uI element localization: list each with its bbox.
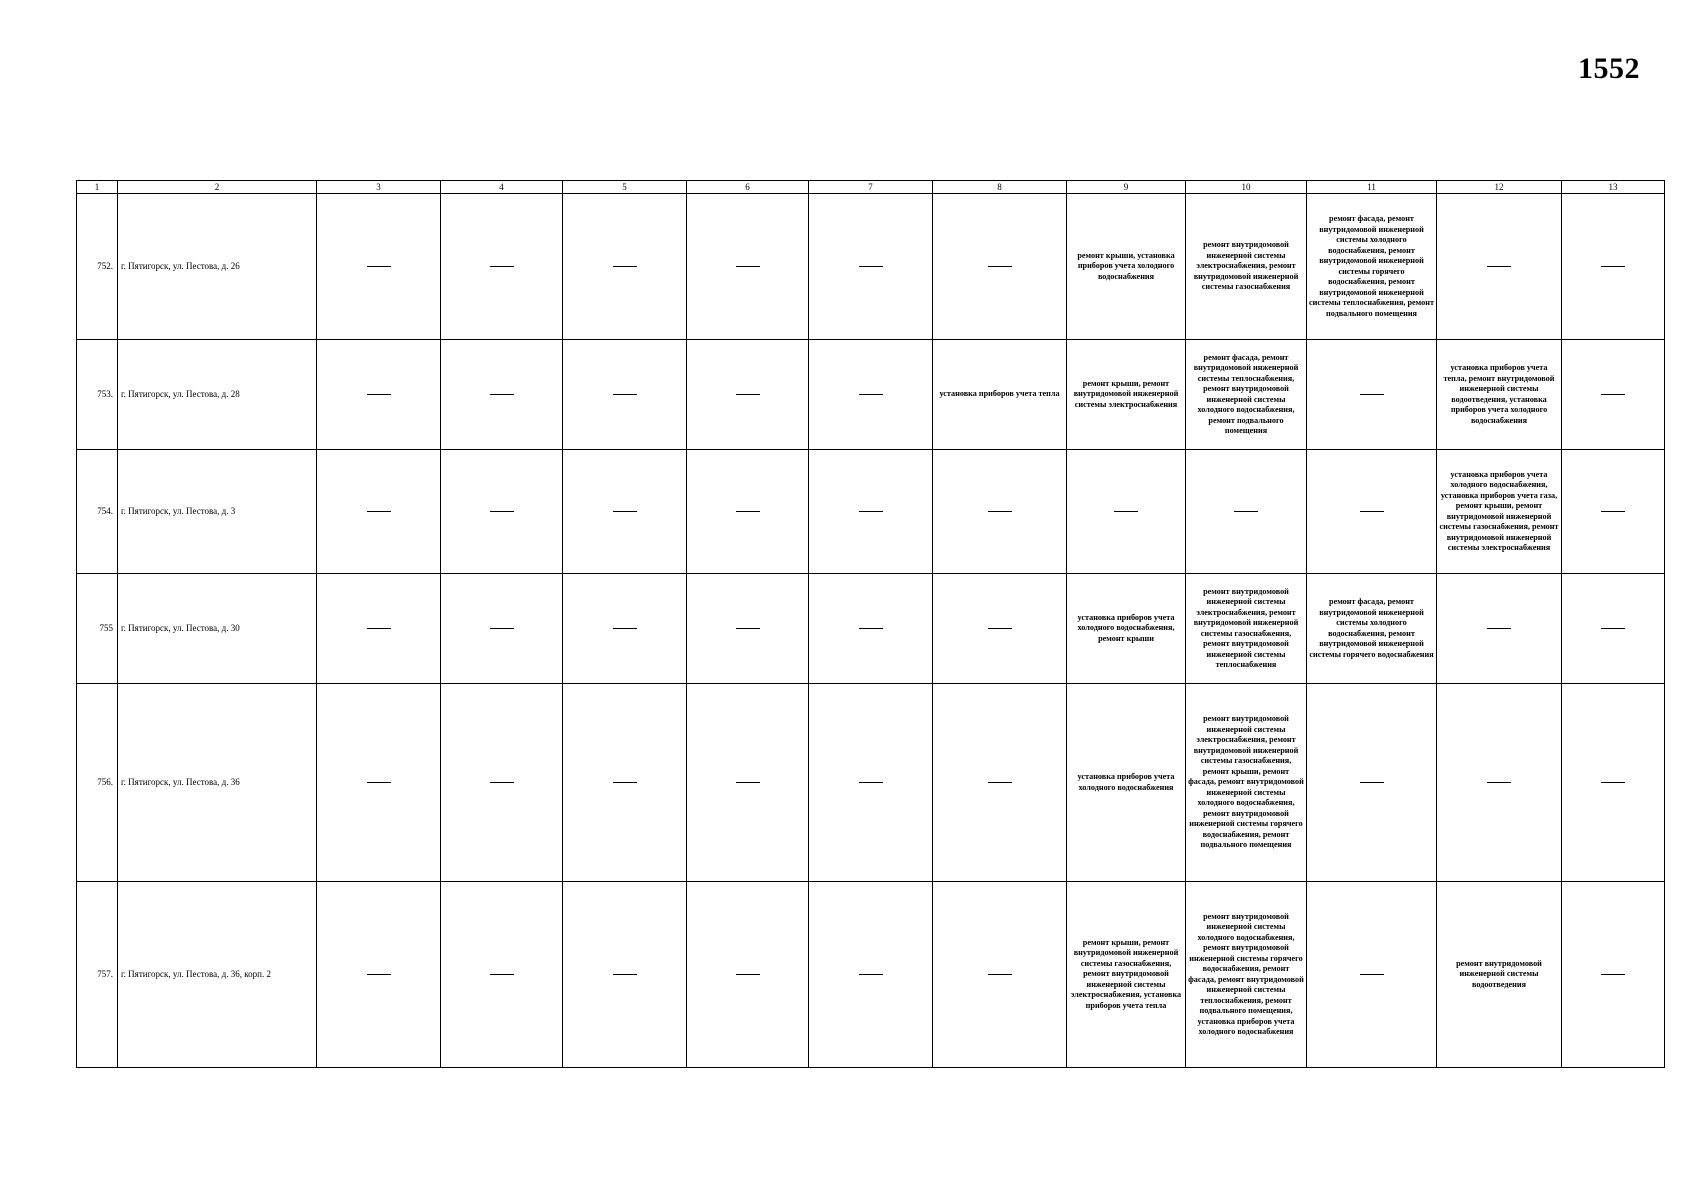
dash-mark: [367, 974, 391, 975]
work-description-cell: [1307, 194, 1437, 340]
empty-cell: [1562, 574, 1665, 684]
column-header: 7: [809, 181, 933, 194]
empty-cell: [1067, 450, 1186, 574]
column-header: 9: [1067, 181, 1186, 194]
work-description-cell: [1067, 574, 1186, 684]
work-description-cell: [1186, 684, 1307, 882]
dash-mark: [859, 511, 883, 512]
address-cell: г. Пятигорск, ул. Пестова, д. 36, корп. 2: [118, 882, 317, 1068]
work-description-cell: [933, 340, 1067, 450]
work-description: установка приборов учета холодного водоснабжения: [1077, 772, 1175, 792]
address-cell: г. Пятигорск, ул. Пестова, д. 28: [118, 340, 317, 450]
empty-cell: [441, 574, 563, 684]
work-description: установка приборов учета тепла, ремонт внутридомовой инженерной системы водоотведения, установка приборов учета холодного водоснабжения: [1443, 363, 1555, 425]
empty-cell: [441, 684, 563, 882]
table-row: [77, 194, 1665, 340]
work-description-cell: [1067, 194, 1186, 340]
empty-cell: [687, 194, 809, 340]
work-description: ремонт фасада, ремонт внутридомовой инженерной системы холодного водоснабжения, ремонт внутридомовой инженерной системы горячего водоснабжения, ремонт внутридомовой инженерной системы теплоснабжения, ремонт подвального помещения: [1309, 214, 1434, 318]
dash-mark: [490, 974, 514, 975]
dash-mark: [1360, 394, 1384, 395]
empty-cell: [441, 194, 563, 340]
empty-cell: [933, 450, 1067, 574]
work-description: установка приборов учета холодного водоснабжения, ремонт крыши: [1077, 612, 1175, 643]
work-description-cell: [1067, 882, 1186, 1068]
work-description-cell: [1437, 450, 1562, 574]
dash-mark: [1601, 511, 1625, 512]
row-number: 755: [77, 574, 118, 684]
address-cell: г. Пятигорск, ул. Пестова, д. 36: [118, 684, 317, 882]
empty-cell: [687, 340, 809, 450]
dash-mark: [859, 974, 883, 975]
dash-mark: [1234, 511, 1258, 512]
empty-cell: [317, 340, 441, 450]
dash-mark: [1601, 628, 1625, 629]
dash-mark: [367, 782, 391, 783]
empty-cell: [687, 684, 809, 882]
dash-mark: [736, 266, 760, 267]
dash-mark: [367, 394, 391, 395]
dash-mark: [1360, 974, 1384, 975]
table-row: [77, 450, 1665, 574]
empty-cell: [563, 340, 687, 450]
table-row: [77, 684, 1665, 882]
row-number: 756.: [77, 684, 118, 882]
dash-mark: [367, 628, 391, 629]
work-description: ремонт крыши, ремонт внутридомовой инженерной системы электроснабжения: [1073, 378, 1179, 409]
work-description-cell: [1307, 574, 1437, 684]
dash-mark: [1114, 511, 1138, 512]
row-number: 752.: [77, 194, 118, 340]
column-header: 13: [1562, 181, 1665, 194]
empty-cell: [563, 574, 687, 684]
empty-cell: [1562, 882, 1665, 1068]
dash-mark: [1601, 782, 1625, 783]
table-row: [77, 882, 1665, 1068]
empty-cell: [1437, 574, 1562, 684]
dash-mark: [490, 782, 514, 783]
work-description-cell: [1186, 882, 1307, 1068]
empty-cell: [563, 882, 687, 1068]
work-description: ремонт внутридомовой инженерной системы электроснабжения, ремонт внутридомовой инженерной системы газоснабжения, ремонт крыши, ремонт фасада, ремонт внутридомовой инженерной системы холодного водоснабжения, ремонт внутридомовой инженерной системы горячего водоснабжения, ремонт подвального помещения: [1188, 714, 1304, 850]
empty-cell: [1562, 194, 1665, 340]
dash-mark: [367, 511, 391, 512]
empty-cell: [441, 882, 563, 1068]
dash-mark: [613, 266, 637, 267]
dash-mark: [736, 974, 760, 975]
empty-cell: [563, 194, 687, 340]
dash-mark: [988, 511, 1012, 512]
dash-mark: [490, 394, 514, 395]
row-number: 754.: [77, 450, 118, 574]
work-description-cell: [1186, 194, 1307, 340]
empty-cell: [933, 684, 1067, 882]
dash-mark: [613, 511, 637, 512]
dash-mark: [613, 628, 637, 629]
address-cell: г. Пятигорск, ул. Пестова, д. 3: [118, 450, 317, 574]
empty-cell: [317, 882, 441, 1068]
dash-mark: [1601, 974, 1625, 975]
empty-cell: [1562, 684, 1665, 882]
dash-mark: [988, 782, 1012, 783]
empty-cell: [563, 450, 687, 574]
empty-cell: [1562, 450, 1665, 574]
work-description: ремонт внутридомовой инженерной системы электроснабжения, ремонт внутридомовой инженерной системы газоснабжения, ремонт внутридомовой инженерной системы теплоснабжения: [1193, 586, 1299, 669]
work-description-cell: [1067, 340, 1186, 450]
work-description: ремонт внутридомовой инженерной системы электроснабжения, ремонт внутридомовой инженерной системы газоснабжения: [1193, 240, 1299, 292]
column-header: 12: [1437, 181, 1562, 194]
empty-cell: [1186, 450, 1307, 574]
dash-mark: [736, 394, 760, 395]
page-number: 1552: [1578, 52, 1640, 85]
work-description: установка приборов учета холодного водоснабжения, установка приборов учета газа, ремонт крыши, ремонт внутридомовой инженерной системы газоснабжения, ремонт внутридомовой инженерной системы электроснабжения: [1439, 469, 1559, 552]
dash-mark: [988, 266, 1012, 267]
column-header: 4: [441, 181, 563, 194]
empty-cell: [1562, 340, 1665, 450]
work-description: ремонт крыши, установка приборов учета холодного водоснабжения: [1077, 250, 1175, 281]
dash-mark: [1487, 266, 1511, 267]
empty-cell: [1437, 194, 1562, 340]
work-description-cell: [1437, 340, 1562, 450]
column-header: 3: [317, 181, 441, 194]
address-cell: г. Пятигорск, ул. Пестова, д. 30: [118, 574, 317, 684]
table-row: [77, 574, 1665, 684]
dash-mark: [613, 394, 637, 395]
row-number: 757.: [77, 882, 118, 1068]
empty-cell: [809, 882, 933, 1068]
dash-mark: [988, 974, 1012, 975]
column-header: 1: [77, 181, 118, 194]
dash-mark: [613, 782, 637, 783]
empty-cell: [687, 574, 809, 684]
dash-mark: [736, 511, 760, 512]
empty-cell: [317, 194, 441, 340]
work-description: ремонт крыши, ремонт внутридомовой инженерной системы газоснабжения, ремонт внутридомовой инженерной системы электроснабжения, установка приборов учета тепла: [1070, 937, 1182, 1010]
work-description: установка приборов учета тепла: [939, 389, 1060, 399]
empty-cell: [687, 882, 809, 1068]
work-description-cell: [1067, 684, 1186, 882]
dash-mark: [1601, 266, 1625, 267]
empty-cell: [1307, 450, 1437, 574]
dash-mark: [490, 511, 514, 512]
column-header: 2: [118, 181, 317, 194]
dash-mark: [1601, 394, 1625, 395]
empty-cell: [563, 684, 687, 882]
repair-schedule-table: [76, 180, 1665, 1068]
empty-cell: [809, 450, 933, 574]
empty-cell: [1307, 684, 1437, 882]
empty-cell: [317, 574, 441, 684]
row-number: 753.: [77, 340, 118, 450]
work-description: ремонт внутридомовой инженерной системы холодного водоснабжения, ремонт внутридомовой инженерной системы горячего водоснабжения, ремонт фасада, ремонт внутридомовой инженерной системы теплоснабжения, ремонт подвального помещения, установка приборов учета холодного водоснабжения: [1188, 911, 1304, 1036]
column-header: 5: [563, 181, 687, 194]
empty-cell: [441, 340, 563, 450]
dash-mark: [988, 628, 1012, 629]
address-cell: г. Пятигорск, ул. Пестова, д. 26: [118, 194, 317, 340]
column-header: 6: [687, 181, 809, 194]
empty-cell: [441, 450, 563, 574]
dash-mark: [859, 394, 883, 395]
empty-cell: [933, 194, 1067, 340]
dash-mark: [736, 628, 760, 629]
work-description-cell: [1186, 574, 1307, 684]
empty-cell: [809, 574, 933, 684]
dash-mark: [859, 628, 883, 629]
empty-cell: [809, 340, 933, 450]
column-header: 8: [933, 181, 1067, 194]
empty-cell: [1437, 684, 1562, 882]
work-description-cell: [1186, 340, 1307, 450]
dash-mark: [859, 266, 883, 267]
dash-mark: [367, 266, 391, 267]
dash-mark: [736, 782, 760, 783]
column-header: 11: [1307, 181, 1437, 194]
work-description-cell: [1437, 882, 1562, 1068]
empty-cell: [687, 450, 809, 574]
work-description: ремонт фасада, ремонт внутридомовой инженерной системы теплоснабжения, ремонт внутридомовой инженерной системы холодного водоснабжения, ремонт подвального помещения: [1193, 352, 1299, 435]
work-description: ремонт внутридомовой инженерной системы водоотведения: [1456, 958, 1542, 989]
empty-cell: [809, 684, 933, 882]
dash-mark: [1487, 782, 1511, 783]
dash-mark: [859, 782, 883, 783]
empty-cell: [933, 574, 1067, 684]
work-description: ремонт фасада, ремонт внутридомовой инженерной системы холодного водоснабжения, ремонт внутридомовой инженерной системы горячего водоснабжения: [1309, 597, 1434, 659]
dash-mark: [490, 266, 514, 267]
column-header: 10: [1186, 181, 1307, 194]
dash-mark: [1360, 782, 1384, 783]
dash-mark: [613, 974, 637, 975]
dash-mark: [1487, 628, 1511, 629]
empty-cell: [809, 194, 933, 340]
table-row: [77, 340, 1665, 450]
dash-mark: [1360, 511, 1384, 512]
empty-cell: [933, 882, 1067, 1068]
empty-cell: [317, 450, 441, 574]
dash-mark: [490, 628, 514, 629]
empty-cell: [1307, 882, 1437, 1068]
empty-cell: [317, 684, 441, 882]
header-row: [77, 181, 1665, 194]
empty-cell: [1307, 340, 1437, 450]
